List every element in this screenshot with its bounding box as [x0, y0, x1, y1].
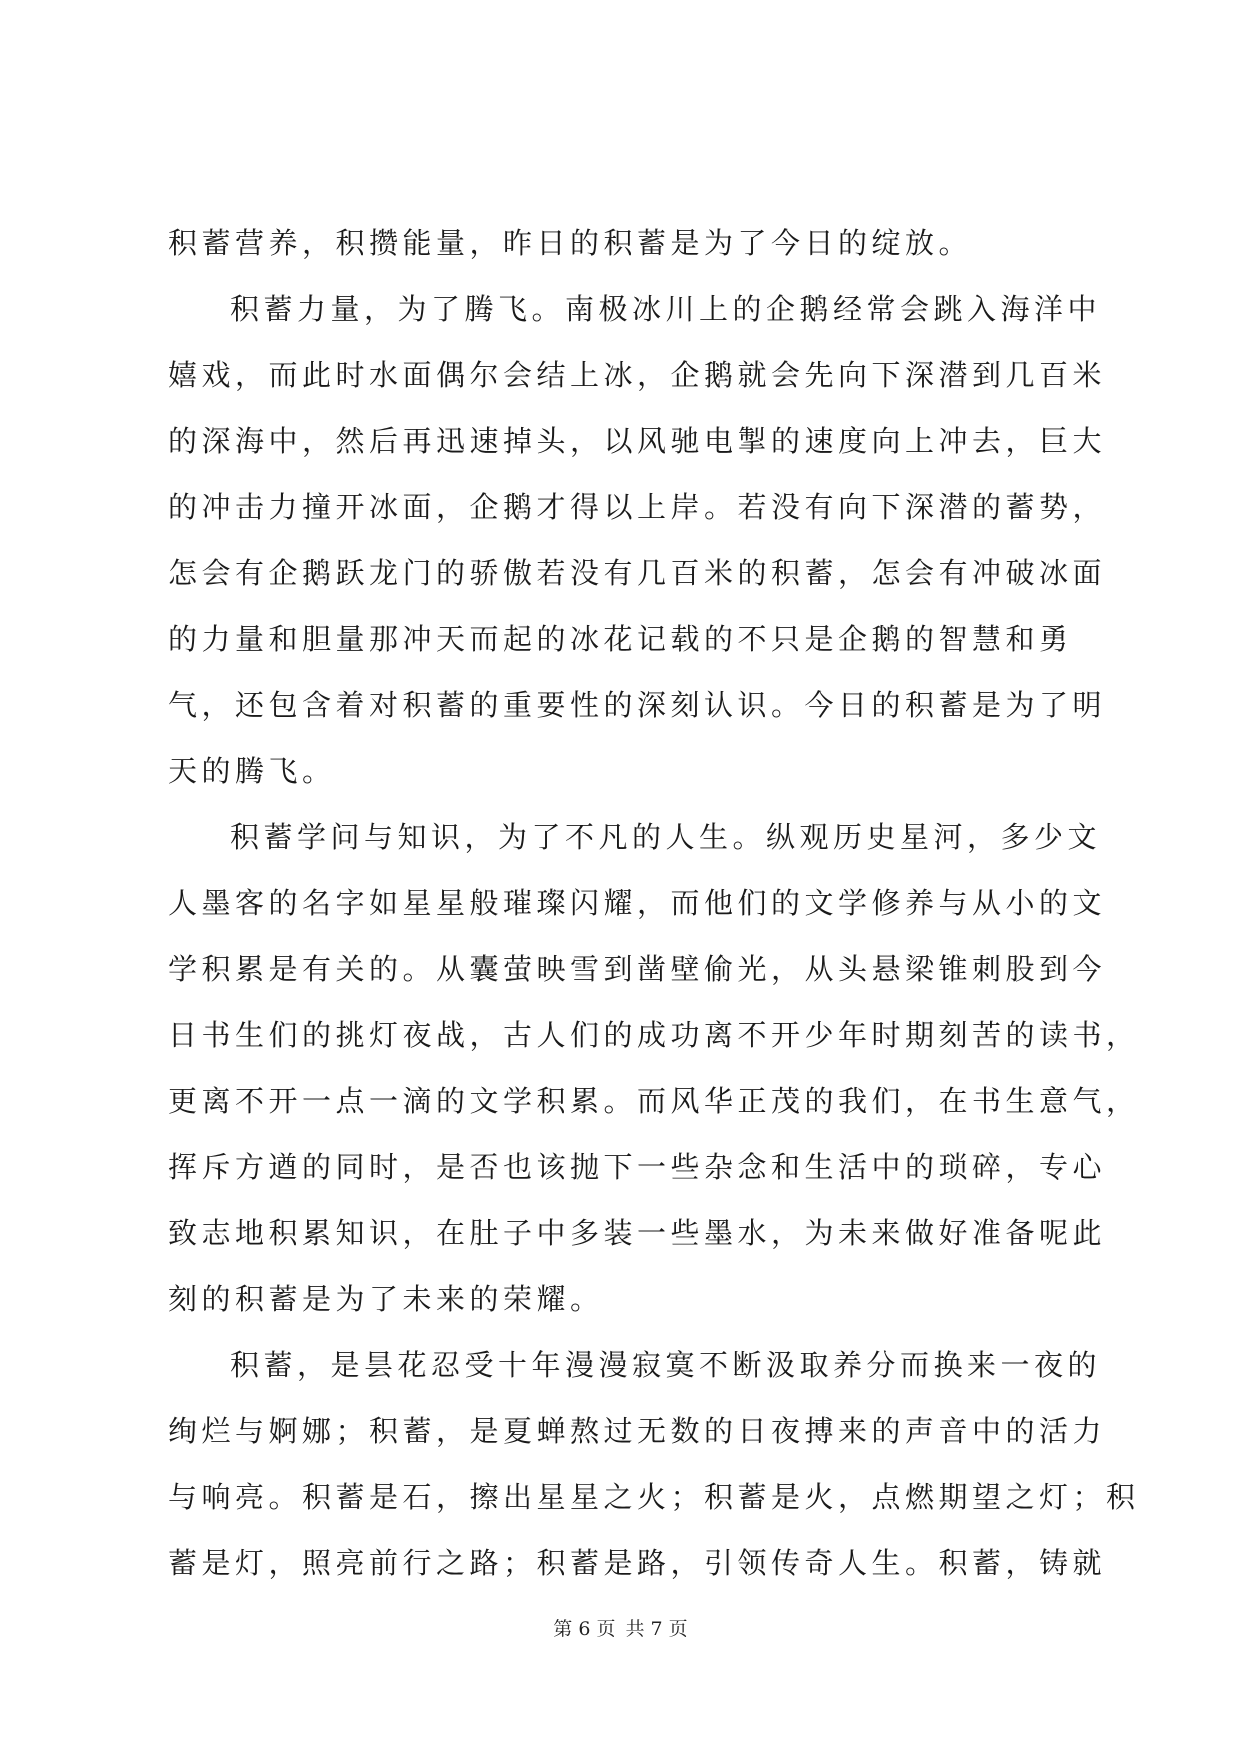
text-line: 怎会有企鹅跃龙门的骄傲若没有几百米的积蓄，怎会有冲破冰面 — [168, 556, 1107, 590]
text-line: 人墨客的名字如星星般璀璨闪耀，而他们的文学修养与从小的文 — [168, 886, 1107, 920]
text-line: 刻的积蓄是为了未来的荣耀。 — [168, 1282, 604, 1316]
text-line: 绚烂与婀娜；积蓄，是夏蝉熬过无数的日夜搏来的声音中的活力 — [168, 1414, 1107, 1448]
text-line: 的深海中，然后再迅速掉头，以风驰电掣的速度向上冲去，巨大 — [168, 424, 1107, 458]
page-number: 第 6 页 — [553, 1618, 616, 1640]
text-line: 蓄是灯，照亮前行之路；积蓄是路，引领传奇人生。积蓄，铸就 — [168, 1546, 1107, 1580]
text-line: 挥斥方遒的同时，是否也该抛下一些杂念和生活中的琐碎，专心 — [168, 1150, 1107, 1184]
text-line: 嬉戏，而此时水面偶尔会结上冰，企鹅就会先向下深潜到几百米 — [168, 358, 1107, 392]
text-line: 的冲击力撞开冰面，企鹅才得以上岸。若没有向下深潜的蓄势， — [168, 490, 1107, 524]
text-line: 日书生们的挑灯夜战，古人们的成功离不开少年时期刻苦的读书， — [168, 1018, 1140, 1052]
body-text — [168, 210, 1140, 1596]
text-line: 积蓄营养，积攒能量，昨日的积蓄是为了今日的绽放。 — [168, 226, 973, 260]
text-line: 积蓄，是昙花忍受十年漫漫寂寞不断汲取养分而换来一夜的 — [230, 1348, 1102, 1382]
text-line: 更离不开一点一滴的文学积累。而风华正茂的我们，在书生意气， — [168, 1084, 1140, 1118]
page-footer — [0, 1614, 1241, 1641]
text-line: 积蓄力量，为了腾飞。南极冰川上的企鹅经常会跳入海洋中 — [230, 292, 1102, 326]
text-line: 积蓄学问与知识，为了不凡的人生。纵观历史星河，多少文 — [230, 820, 1102, 854]
text-line: 学积累是有关的。从囊萤映雪到凿壁偷光，从头悬梁锥刺股到今 — [168, 952, 1107, 986]
text-line: 气，还包含着对积蓄的重要性的深刻认识。今日的积蓄是为了明 — [168, 688, 1107, 722]
text-line: 与响亮。积蓄是石，擦出星星之火；积蓄是火，点燃期望之灯；积 — [168, 1480, 1140, 1514]
text-line: 天的腾飞。 — [168, 754, 336, 788]
page-total: 共 7 页 — [625, 1618, 688, 1640]
text-line: 的力量和胆量那冲天而起的冰花记载的不只是企鹅的智慧和勇 — [168, 622, 1073, 656]
text-line: 致志地积累知识，在肚子中多装一些墨水，为未来做好准备呢此 — [168, 1216, 1107, 1250]
